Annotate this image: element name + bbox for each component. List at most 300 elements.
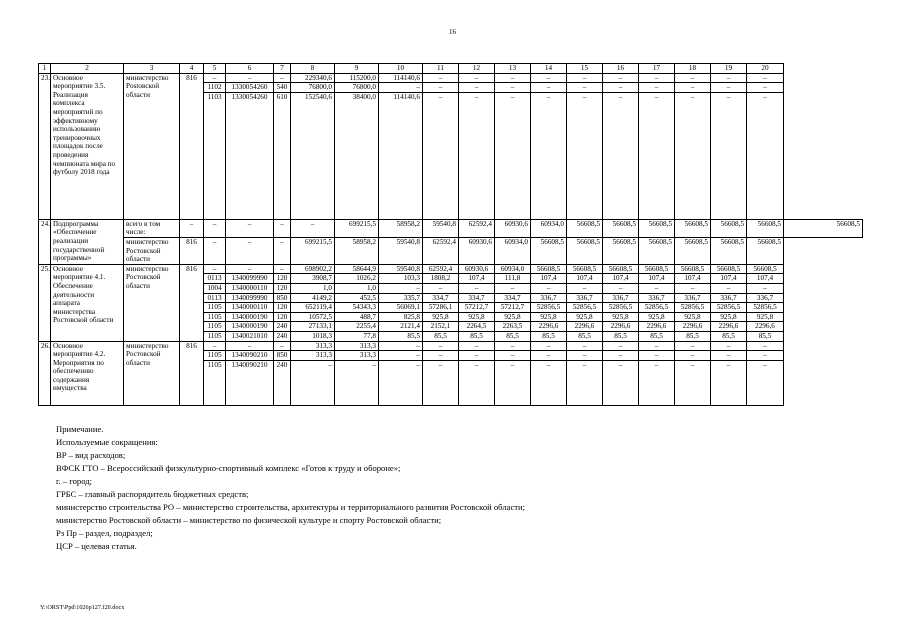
table-cell: 57212,7 (459, 303, 495, 313)
table-cell: 77,8 (335, 331, 379, 341)
table-cell: 8 (291, 64, 335, 74)
table-cell: 120 (274, 274, 291, 284)
note-line: ВФСК ГТО – Всероссийский физкультурно-спортивный комплекс «Готов к труду и обороне»; (56, 463, 401, 473)
table-cell: 56608,5 (675, 264, 711, 274)
table-cell: 1340000190 (226, 322, 274, 332)
table-cell: – (675, 341, 711, 351)
table-cell: 85,5 (639, 331, 675, 341)
table-cell: – (226, 341, 274, 351)
table-cell: 313,3 (291, 341, 335, 351)
table-cell: 85,5 (459, 331, 495, 341)
table-cell: 540 (274, 83, 291, 93)
table-cell: 20 (747, 64, 784, 74)
table-cell: – (639, 73, 675, 83)
table-cell: 313,3 (335, 351, 379, 361)
table-cell: 2152,1 (423, 322, 459, 332)
table-cell: 58958,2 (379, 219, 423, 237)
table-cell: – (531, 83, 567, 93)
table-cell: 925,8 (639, 312, 675, 322)
table-cell: 335,7 (379, 293, 423, 303)
table-cell: 925,8 (531, 312, 567, 322)
table-cell: 56608,5 (603, 264, 639, 274)
table-cell: 336,7 (567, 293, 603, 303)
table-cell: – (711, 341, 747, 351)
table-cell: – (423, 283, 459, 293)
table-cell: 107,4 (459, 274, 495, 284)
table-cell: – (495, 360, 531, 405)
table-cell: 1105 (204, 351, 226, 361)
table-cell: 56608,5 (603, 237, 639, 264)
table-cell: 336,7 (711, 293, 747, 303)
table-cell: 120 (274, 312, 291, 322)
table-cell: – (639, 283, 675, 293)
table-cell: 336,7 (639, 293, 675, 303)
table-cell: – (495, 92, 531, 219)
table-cell: 56608,5 (531, 264, 567, 274)
table-cell: 7 (274, 64, 291, 74)
table-cell: 3908,7 (291, 274, 335, 284)
table-cell: 334,7 (495, 293, 531, 303)
table-cell: 107,4 (711, 274, 747, 284)
table-cell: – (459, 283, 495, 293)
table-cell: – (567, 283, 603, 293)
table-cell: – (531, 73, 567, 83)
table-cell: – (567, 351, 603, 361)
table-cell: – (711, 283, 747, 293)
table-cell: 19 (711, 64, 747, 74)
note-line: Рз Пр – раздел, подраздел; (56, 528, 153, 538)
table-cell: министерство Рostовской области (124, 73, 180, 219)
table-cell: 334,7 (459, 293, 495, 303)
table-cell: 925,8 (747, 312, 784, 322)
table-cell: – (747, 341, 784, 351)
table-cell: 850 (274, 293, 291, 303)
table-cell: 59540,8 (379, 237, 423, 264)
table-cell: – (531, 283, 567, 293)
table-cell: – (675, 360, 711, 405)
table-cell: – (675, 73, 711, 83)
table-cell: 107,4 (675, 274, 711, 284)
table-cell: 56608,5 (675, 237, 711, 264)
table-cell: 85,5 (423, 331, 459, 341)
table-cell: 488,7 (335, 312, 379, 322)
table-cell: – (747, 360, 784, 405)
table-cell: 114140,6 (379, 92, 423, 219)
table-cell: 0113 (204, 274, 226, 284)
table-cell: 850 (274, 351, 291, 361)
table-cell: – (423, 341, 459, 351)
notes-block (56, 423, 525, 553)
table-cell: – (459, 351, 495, 361)
table-cell: 58644,9 (335, 264, 379, 274)
table-cell: 107,4 (639, 274, 675, 284)
table-cell: 56608,5 (747, 237, 784, 264)
table-cell: 52856,5 (603, 303, 639, 313)
table-cell: 56608,5 (531, 237, 567, 264)
table-cell: 23. (39, 73, 51, 219)
table-cell: – (639, 83, 675, 93)
table-cell: 56608,5 (784, 219, 863, 237)
table-cell: – (379, 83, 423, 93)
table-cell: 56069,1 (379, 303, 423, 313)
table-cell: – (379, 360, 423, 405)
table-cell: 114140,6 (379, 73, 423, 83)
table-cell: – (531, 351, 567, 361)
table-cell: 699215,5 (335, 219, 379, 237)
table-cell: 4149,2 (291, 293, 335, 303)
note-line: Используемые сокращения: (56, 437, 158, 447)
table-cell: 85,5 (711, 331, 747, 341)
table-cell: 60930,6 (459, 237, 495, 264)
table-cell: 336,7 (675, 293, 711, 303)
table-cell: 10 (379, 64, 423, 74)
table-cell: – (204, 237, 226, 264)
table-cell: 103,3 (379, 274, 423, 284)
table-cell: – (711, 92, 747, 219)
table-cell: 60930,6 (459, 264, 495, 274)
table-cell: – (335, 360, 379, 405)
table-cell: – (603, 351, 639, 361)
table-cell: 699215,5 (291, 237, 335, 264)
table-cell: 11 (423, 64, 459, 74)
table-cell: 336,7 (603, 293, 639, 303)
table-cell: 825,8 (379, 312, 423, 322)
table-cell: всего в том числе: (124, 219, 180, 237)
table-cell: 336,7 (531, 293, 567, 303)
table-cell: 12 (459, 64, 495, 74)
table-row (39, 237, 863, 264)
table-cell: 107,4 (567, 274, 603, 284)
table-cell: 925,8 (567, 312, 603, 322)
table-cell: 85,5 (379, 331, 423, 341)
table-cell: 2296,6 (567, 322, 603, 332)
table-cell: – (226, 264, 274, 274)
table-cell: 59540,8 (379, 264, 423, 274)
table-cell: – (495, 283, 531, 293)
table-cell: – (291, 219, 335, 237)
table-cell: 1340000110 (226, 303, 274, 313)
table-cell: 1340099990 (226, 293, 274, 303)
table-cell: 111,8 (495, 274, 531, 284)
note-line: ГРБС – главный распорядитель бюджетных средств; (56, 489, 249, 499)
table-cell: – (747, 283, 784, 293)
table-cell: 240 (274, 331, 291, 341)
budget-table (38, 63, 863, 406)
table-cell: – (379, 341, 423, 351)
table-cell: Основное мероприятие 3.5. Реализация комплекса мероприятий по эффективному использованию тренировочных площадок после проведения чемпионата мира по футболу 2018 года (51, 73, 124, 219)
table-cell: министерство Ростовской области (124, 264, 180, 341)
table-cell: – (603, 341, 639, 351)
table-cell: – (603, 360, 639, 405)
table-cell: 1102 (204, 83, 226, 93)
table-cell: – (567, 341, 603, 351)
table-cell: 652119,4 (291, 303, 335, 313)
page-number: 16 (449, 28, 456, 36)
table-cell: 816 (180, 73, 204, 219)
table-cell: – (459, 92, 495, 219)
table-cell: – (711, 351, 747, 361)
table-cell: 1808,2 (423, 274, 459, 284)
table-cell: – (711, 360, 747, 405)
table-cell: 1105 (204, 331, 226, 341)
table-cell: – (274, 237, 291, 264)
table-cell: 1340090210 (226, 351, 274, 361)
table-cell: – (603, 73, 639, 83)
table-cell: – (747, 73, 784, 83)
table-cell: 52856,5 (675, 303, 711, 313)
table-cell: 240 (274, 360, 291, 405)
table-cell: – (531, 92, 567, 219)
table-cell: 313,3 (335, 341, 379, 351)
table-cell: 1330054260 (226, 92, 274, 219)
table-cell: 9 (335, 64, 379, 74)
table-cell: – (603, 83, 639, 93)
table-cell: 1004 (204, 283, 226, 293)
table-cell: – (495, 341, 531, 351)
table-cell: 85,5 (495, 331, 531, 341)
table-cell: – (639, 341, 675, 351)
table-cell: 240 (274, 322, 291, 332)
table-cell: – (639, 351, 675, 361)
table-cell: 60930,6 (495, 219, 531, 237)
table-cell: 16 (603, 64, 639, 74)
note-line: Примечание. (56, 424, 104, 434)
table-cell: Основное мероприятие 4.1. Обеспечение деятельности аппарата министерства Ростовской области (51, 264, 124, 341)
table-cell: – (531, 341, 567, 351)
table-cell: 85,5 (747, 331, 784, 341)
table-cell: – (274, 219, 291, 237)
table-cell: 18 (675, 64, 711, 74)
note-line: ЦСР – целевая статья. (56, 541, 137, 551)
table-cell: – (711, 83, 747, 93)
table-cell: 52856,5 (711, 303, 747, 313)
table-row (39, 341, 863, 351)
table-cell: 56608,5 (567, 219, 603, 237)
table-cell: 107,4 (603, 274, 639, 284)
table-cell: 452,5 (335, 293, 379, 303)
table-cell: 56608,5 (603, 219, 639, 237)
table-cell: – (747, 92, 784, 219)
table-cell: – (567, 73, 603, 83)
note-line: министерство строительства РО – министерство строительства, архитектуры и территориального развития Ростовской области; (56, 502, 525, 512)
table-cell: – (747, 83, 784, 93)
table-cell: – (204, 264, 226, 274)
table-cell: – (204, 219, 226, 237)
table-cell: 15 (567, 64, 603, 74)
table-cell: 1103 (204, 92, 226, 219)
table-cell: 56608,5 (675, 219, 711, 237)
table-cell: 62592,4 (423, 264, 459, 274)
table-cell: – (639, 360, 675, 405)
table-cell: 3 (124, 64, 180, 74)
table-cell: 107,4 (531, 274, 567, 284)
table-cell: 56608,5 (711, 264, 747, 274)
table-cell: 1105 (204, 312, 226, 322)
table-cell: 925,8 (603, 312, 639, 322)
table-cell: Подпрограмма «Обеспечение реализации государственной программы» (51, 219, 124, 264)
table-cell: – (204, 73, 226, 83)
table-cell: – (495, 83, 531, 93)
table-cell: 85,5 (675, 331, 711, 341)
table-cell: 56608,5 (639, 219, 675, 237)
table-cell: 17 (639, 64, 675, 74)
table-cell: – (459, 83, 495, 93)
table-cell: – (675, 351, 711, 361)
table-cell: 52856,5 (747, 303, 784, 313)
table-cell: 85,5 (531, 331, 567, 341)
table-cell: 85,5 (603, 331, 639, 341)
table-cell: 14 (531, 64, 567, 74)
table-cell: – (423, 360, 459, 405)
table-cell: – (291, 360, 335, 405)
table-cell: 57212,7 (495, 303, 531, 313)
file-path-footer: Y:\ORST\Ppd\1026p127.f20.docx (40, 604, 125, 611)
table-cell: 229340,6 (291, 73, 335, 83)
table-cell: 62592,4 (423, 237, 459, 264)
table-cell: 24. (39, 219, 51, 264)
table-cell: 52856,5 (567, 303, 603, 313)
table-cell: 2296,6 (639, 322, 675, 332)
table-cell: 1330054260 (226, 83, 274, 93)
table-cell: 336,7 (747, 293, 784, 303)
table-cell: 120 (274, 283, 291, 293)
table-cell: 2296,6 (603, 322, 639, 332)
table-cell: 925,8 (495, 312, 531, 322)
table-cell: 1105 (204, 322, 226, 332)
table-cell: 60934,0 (495, 237, 531, 264)
table-cell: 76800,0 (291, 83, 335, 93)
table-cell: – (567, 92, 603, 219)
table-cell: – (423, 73, 459, 83)
table-cell: 56608,5 (747, 264, 784, 274)
table-cell: 925,8 (675, 312, 711, 322)
table-cell: 0113 (204, 293, 226, 303)
table-cell: 56608,5 (639, 264, 675, 274)
table-cell: – (531, 360, 567, 405)
table-cell: 5 (204, 64, 226, 74)
table-cell: – (423, 351, 459, 361)
table-cell: 56608,5 (567, 264, 603, 274)
table-cell: 54343,3 (335, 303, 379, 313)
table-cell: 2296,6 (675, 322, 711, 332)
table-cell: – (567, 83, 603, 93)
table-cell: 1018,3 (291, 331, 335, 341)
table-cell: 10572,5 (291, 312, 335, 322)
table-cell: – (603, 92, 639, 219)
table-cell: 56608,5 (639, 237, 675, 264)
table-cell: – (495, 73, 531, 83)
table-cell: – (274, 341, 291, 351)
table-cell: – (423, 83, 459, 93)
table-cell: 2296,6 (711, 322, 747, 332)
table-cell: 1340021010 (226, 331, 274, 341)
table-cell: – (675, 83, 711, 93)
table-cell: 925,8 (423, 312, 459, 322)
table-cell: – (180, 219, 204, 237)
table-row (39, 219, 863, 237)
table-cell: – (459, 360, 495, 405)
table-cell: 52856,5 (531, 303, 567, 313)
table-cell: 2296,6 (531, 322, 567, 332)
table-cell: – (747, 351, 784, 361)
table-cell: 6 (226, 64, 274, 74)
table-cell: 57286,1 (423, 303, 459, 313)
table-cell: 1026,2 (335, 274, 379, 284)
table-cell: 1340000190 (226, 312, 274, 322)
table-cell: 2296,6 (747, 322, 784, 332)
table-cell: – (459, 73, 495, 83)
table-cell: 1,0 (335, 283, 379, 293)
note-line: ВР – вид расходов; (56, 450, 126, 460)
table-cell: 27133,1 (291, 322, 335, 332)
table-cell: – (379, 351, 423, 361)
note-line: министерство Ростовской области – министерство по физической культуре и спорту Ростовской области; (56, 515, 442, 525)
table-cell: 56608,5 (711, 237, 747, 264)
table-cell: – (379, 283, 423, 293)
table-cell: 313,3 (291, 351, 335, 361)
table-cell: 925,8 (711, 312, 747, 322)
table-cell: – (226, 219, 274, 237)
table-row (39, 73, 863, 83)
table-cell: 56608,5 (567, 237, 603, 264)
table-cell: 2255,4 (335, 322, 379, 332)
table-cell: 52856,5 (639, 303, 675, 313)
table-cell: 13 (495, 64, 531, 74)
table-cell: 816 (180, 264, 204, 341)
table-cell: – (226, 237, 274, 264)
table-cell: 1,0 (291, 283, 335, 293)
table-cell: Основное мероприятие 4.2. Мероприятия по обеспечению содержания имущества (51, 341, 124, 405)
table-cell: – (711, 73, 747, 83)
table-cell: 115200,0 (335, 73, 379, 83)
table-cell: 56608,5 (711, 219, 747, 237)
table-cell: 58958,2 (335, 237, 379, 264)
table-cell: 152540,6 (291, 92, 335, 219)
table-cell: – (495, 351, 531, 361)
table-cell: 1105 (204, 360, 226, 405)
table-cell: 60934,0 (495, 264, 531, 274)
table-cell: 610 (274, 92, 291, 219)
table-cell: – (675, 283, 711, 293)
table-cell: – (459, 341, 495, 351)
note-line: г. – город; (56, 476, 93, 486)
table-cell: 76800,0 (335, 83, 379, 93)
table-cell: 334,7 (423, 293, 459, 303)
table-cell: – (639, 92, 675, 219)
table-cell: 25. (39, 264, 51, 341)
table-cell: 59540,8 (423, 219, 459, 237)
table-cell: 2264,5 (459, 322, 495, 332)
table-cell: министерство Ростовской области (124, 237, 180, 264)
table-cell: 1340099990 (226, 274, 274, 284)
table-cell: 1340090210 (226, 360, 274, 405)
table-cell: министерство Ростовской области (124, 341, 180, 405)
table-cell: – (423, 92, 459, 219)
table-cell: 816 (180, 237, 204, 264)
table-row (39, 264, 863, 274)
table-cell: – (603, 283, 639, 293)
table-cell: 698902,2 (291, 264, 335, 274)
table-cell: 85,5 (567, 331, 603, 341)
table-cell: – (226, 73, 274, 83)
table-cell: 2 (51, 64, 124, 74)
table-cell: 26. (39, 341, 51, 405)
table-cell: – (274, 73, 291, 83)
table-cell: 56608,5 (747, 219, 784, 237)
table-cell: 2263,5 (495, 322, 531, 332)
table-cell: 107,4 (747, 274, 784, 284)
table-cell: 62592,4 (459, 219, 495, 237)
